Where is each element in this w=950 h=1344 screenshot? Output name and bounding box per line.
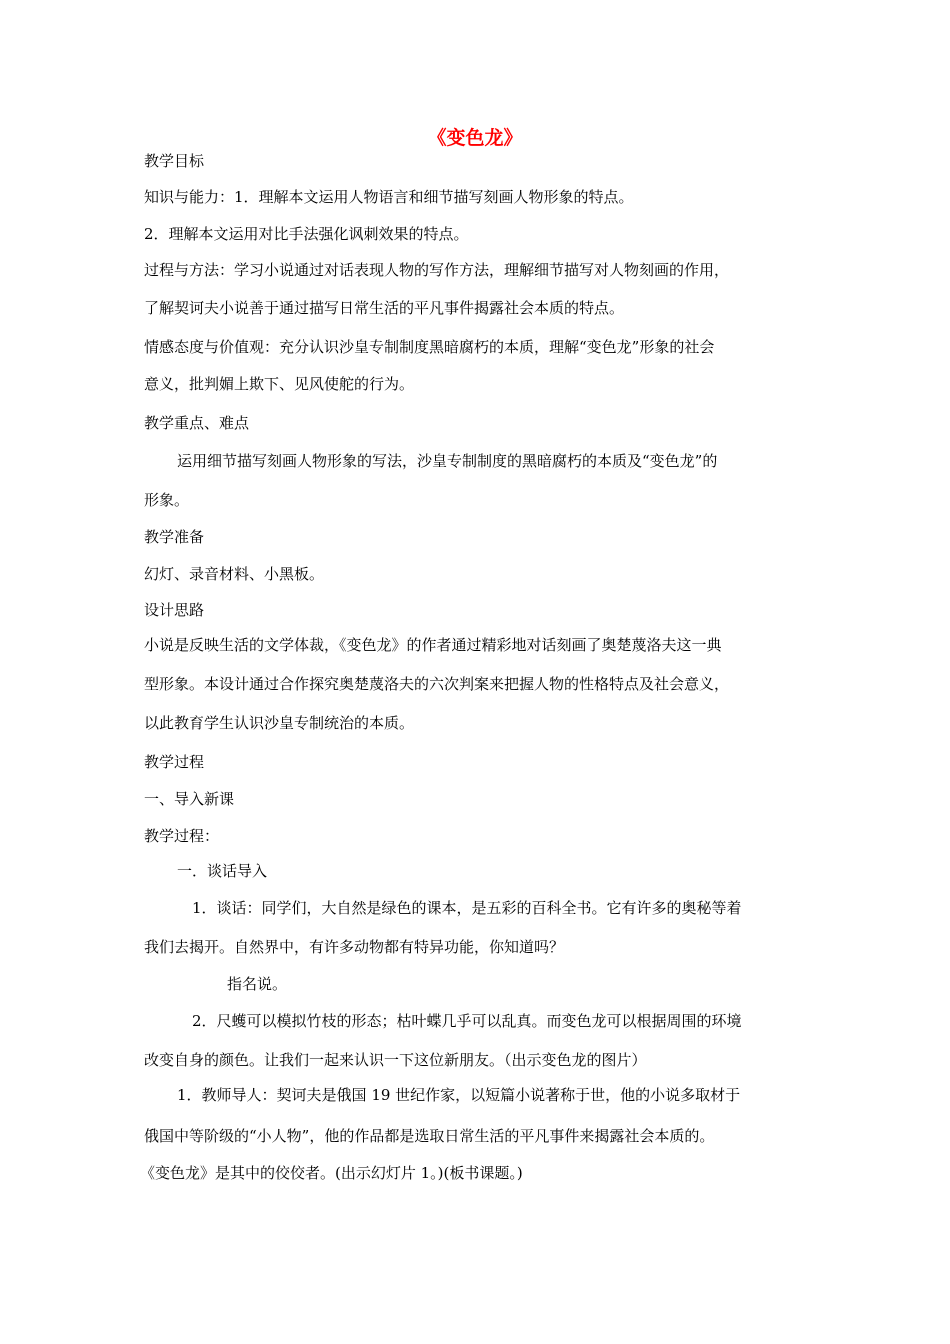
paragraph-line: 型形象。本设计通过合作探究奥楚蔑洛夫的六次判案来把握人物的性格特点及社会意义，	[144, 675, 730, 693]
paragraph-line: 改变自身的颜色。让我们一起来认识一下这位新朋友。（出示变色龙的图片）	[144, 1051, 647, 1069]
paragraph-line: 幻灯、录音材料、小黑板。	[144, 565, 325, 583]
heading-design-idea: 设计思路	[144, 601, 205, 619]
heading-teaching-process: 教学过程	[144, 753, 205, 771]
paragraph-line: 2．理解本文运用对比手法强化讽刺效果的特点。	[144, 225, 469, 243]
paragraph-line: 2．尺蠖可以模拟竹枝的形态；枯叶蝶几乎可以乱真。而变色龙可以根据周围的环境	[192, 1012, 742, 1030]
paragraph-line: 了解契诃夫小说善于通过描写日常生活的平凡事件揭露社会本质的特点。	[144, 299, 625, 317]
paragraph-line: 我们去揭开。自然界中，有许多动物都有特异功能，你知道吗？	[144, 938, 565, 956]
paragraph-line: 俄国中等阶级的“小人物”，他的作品都是选取日常生活的平凡事件来揭露社会本质的。	[144, 1127, 715, 1145]
paragraph-line: 指名说。	[227, 975, 288, 993]
paragraph-line: 运用细节描写刻画人物形象的写法，沙皇专制制度的黑暗腐朽的本质及“变色龙”的	[177, 452, 718, 470]
paragraph-line: 知识与能力：1．理解本文运用人物语言和细节描写刻画人物形象的特点。	[144, 188, 634, 206]
paragraph-line: 教学过程：	[144, 827, 220, 845]
paragraph-line: 情感态度与价值观：充分认识沙皇专制制度黑暗腐朽的本质，理解“变色龙”形象的社会	[144, 338, 715, 356]
paragraph-line: 1．谈话：同学们，大自然是绿色的课本，是五彩的百科全书。它有许多的奥秘等着	[192, 899, 742, 917]
heading-preparation: 教学准备	[144, 528, 205, 546]
paragraph-line: 以此教育学生认识沙皇专制统治的本质。	[144, 714, 415, 732]
document-title: 《变色龙》	[427, 127, 523, 149]
section-heading: 一、导入新课	[144, 790, 235, 808]
paragraph-line: 小说是反映生活的文学体裁，《变色龙》的作者通过精彩地对话刻画了奥楚蔑洛夫这一典	[144, 636, 722, 654]
heading-key-points: 教学重点、难点	[144, 414, 250, 432]
paragraph-line: 《变色龙》是其中的佼佼者。(出示幻灯片 1。)(板书课题。)	[140, 1164, 523, 1182]
paragraph-line: 过程与方法：学习小说通过对话表现人物的写作方法，理解细节描写对人物刻画的作用，	[144, 261, 730, 279]
heading-teaching-goals: 教学目标	[144, 152, 205, 170]
subsection-heading: 一．谈话导入	[177, 862, 268, 880]
paragraph-line: 意义，批判媚上欺下、见风使舵的行为。	[144, 375, 415, 393]
paragraph-line: 形象。	[144, 491, 190, 509]
paragraph-line: 1．教师导人：契诃夫是俄国 19 世纪作家，以短篇小说著称于世，他的小说多取材于	[177, 1086, 741, 1104]
